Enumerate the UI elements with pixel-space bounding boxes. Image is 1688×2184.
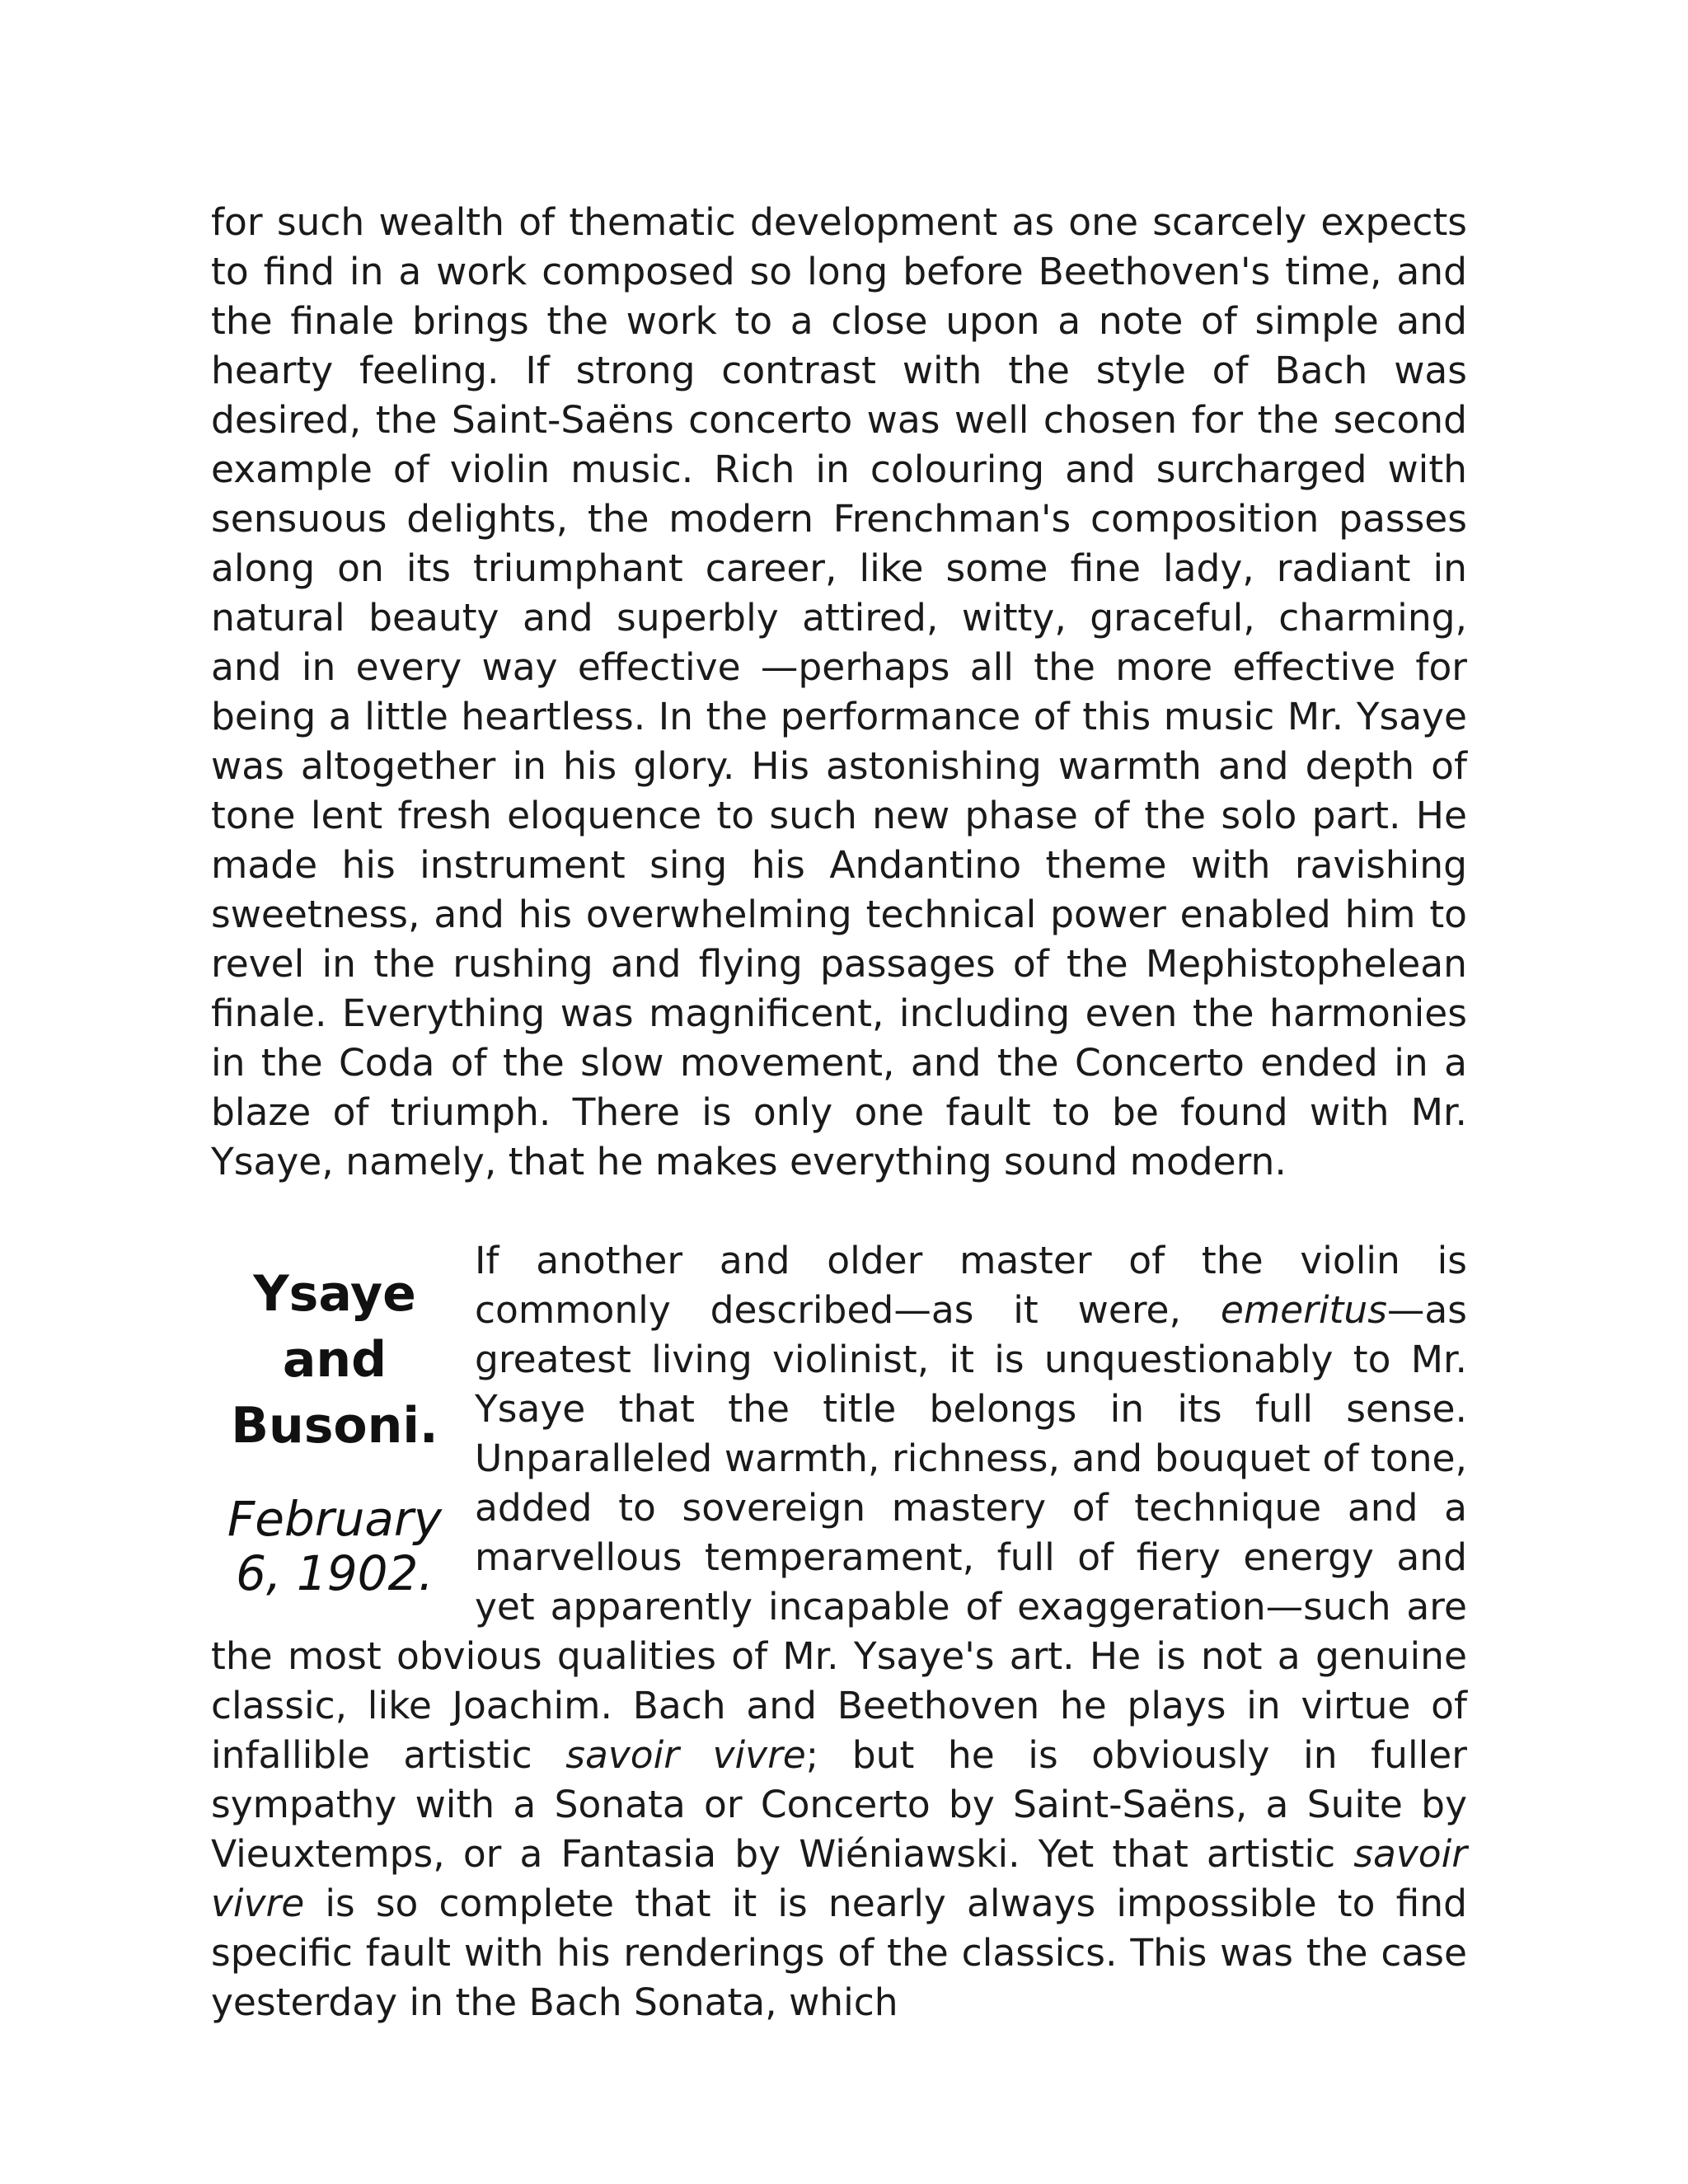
paragraph-two-text-3: ; but he is obviously in fuller sympathy with a Sonata or Concerto by Saint-Saëns, a Suite by Vieuxtemps, or a Fantasia by Wiéniawski. Yet that artistic [211,1733,1467,1876]
paragraph-two-italic-emeritus: emeritus [1220,1288,1387,1332]
sidenote-date: February 6, 1902. [227,1491,443,1601]
paragraph-two-text-2: —as greatest living violinist, it is unquestionably to Mr. Ysaye that the title belongs in its full sense. Unparalleled warmth, richness, and bouquet of tone, added to sovereign mastery of technique and a marvellous temperament, full of fiery energy and yet apparently incapable of exaggeration—such are the most obvious qualities of Mr. Ysaye's art. He is not a genuine classic, like Joachim. Bach and Beethoven he plays in virtue of infallible artistic [211,1288,1467,1777]
paragraph-two-italic-savoir-vivre-1: savoir vivre [565,1733,806,1777]
paragraph-two-text-4: is so complete that it is nearly always impossible to find specific fault with his renderings of the classics. This was the case yesterday in the Bach Sonata, which [211,1882,1467,2024]
sidenote-heading: Ysaye and Busoni. [231,1265,438,1455]
paragraph-one: for such wealth of thematic development as one scarcely expects to find in a work composed so long before Beethoven's time, and the finale brings the work to a close upon a note of simple and hearty feeling. If strong contrast with the style of Bach was desired, the Saint-Saëns concerto was well chosen for the second example of violin music. Rich in colouring and surcharged with sensuous delights, the modern Frenchman's composition passes along on its triumphant career, like some fine lady, radiant in natural beauty and superbly attired, witty, graceful, charming, and in every way effective —perhaps all the more effective for being a little heartless. In the performance of this music Mr. Ysaye was altogether in his glory. His astonishing warmth and depth of tone lent fresh eloquence to such new phase of the solo part. He made his instrument sing his Andantino theme with ravishing sweetness, and his overwhelming technical power enabled him to revel in the rushing and flying passages of the Mephistophelean finale. Everything was magnificent, including even the harmonies in the Coda of the slow movement, and the Concerto ended in a blaze of triumph. There is only one fault to be found with Mr. Ysaye, namely, that he makes everything sound modern. [211,200,1467,1183]
paragraph-two-text-1: If another and older master of the violin is commonly described—as it were, [475,1239,1467,1332]
document-page [211,198,1467,2027]
paragraph-two-italic-savoir-vivre-2: savoir vivre [211,1832,1467,1925]
sidenote [211,1261,458,1601]
